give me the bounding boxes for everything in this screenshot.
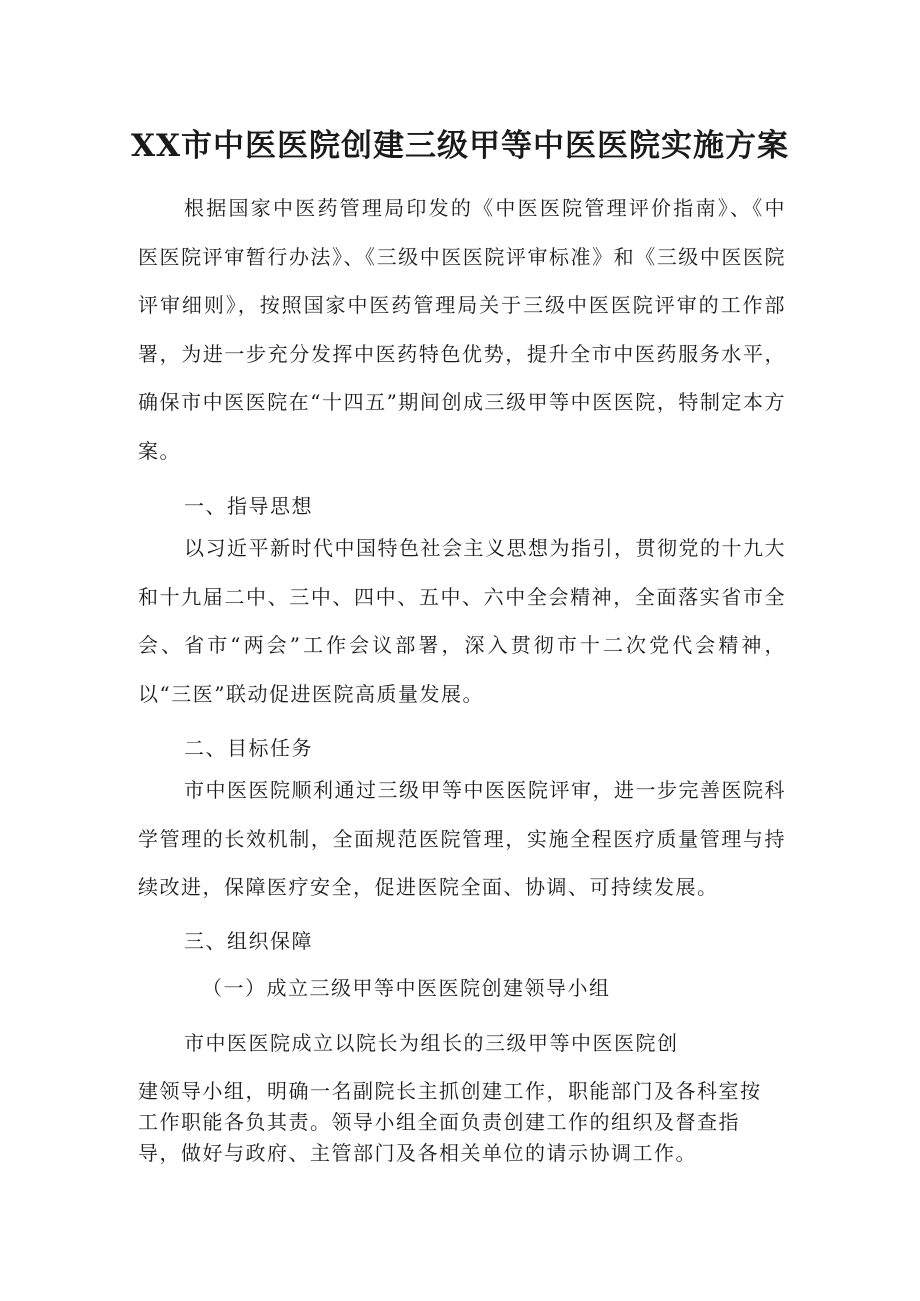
section2-paragraph: 市中医医院顺利通过三级甲等中医医院评审，进一步完善医院科学管理的长效机制，全面规范医院管理，实施全程医疗质量管理与持续改进，保障医疗安全，促进医院全面、协调、可持续发展。 [138,778,786,899]
section3-sub1-paragraph: 建领导小组，明确一名副院长主抓创建工作，职能部门及各科室按工作职能各负其责。领导小组全面负责创建工作的组织及督查指导，做好与政府、主管部门及各相关单位的请示协调工作。 [138,1079,762,1165]
section3-heading: 三、组织保障 [184,929,313,953]
section1-heading: 一、指导思想 [184,494,313,518]
section2-heading: 二、目标任务 [184,736,313,760]
intro-paragraph: 根据国家中医药管理局印发的《中医医院管理评价指南》、《中医医院评审暂行办法》、《三级中医医院评审标准》和《三级中医医院评审细则》，按照国家中医药管理局关于三级中医医院评审的工作部署，为进一步充分发挥中医药特色优势，提升全市中医药服务水平，确保市中医医院在“十四五”期间创成三级甲等中医医院，特制定本方案。 [138,196,786,463]
section3-subheading-1: （一）成立三级甲等中医医院创建领导小组 [202,976,611,1000]
section3-sub1-first-line: 市中医医院成立以院长为组长的三级甲等中医医院创 [184,1031,679,1055]
document-title: XX市中医医院创建三级甲等中医医院实施方案 [130,128,790,164]
section1-paragraph: 以习近平新时代中国特色社会主义思想为指引，贯彻党的十九大和十九届二中、三中、四中、五中、六中全会精神，全面落实省市全会、省市“两会”工作会议部署，深入贯彻市十二次党代会精神，以“三医”联动促进医院高质量发展。 [138,536,786,706]
